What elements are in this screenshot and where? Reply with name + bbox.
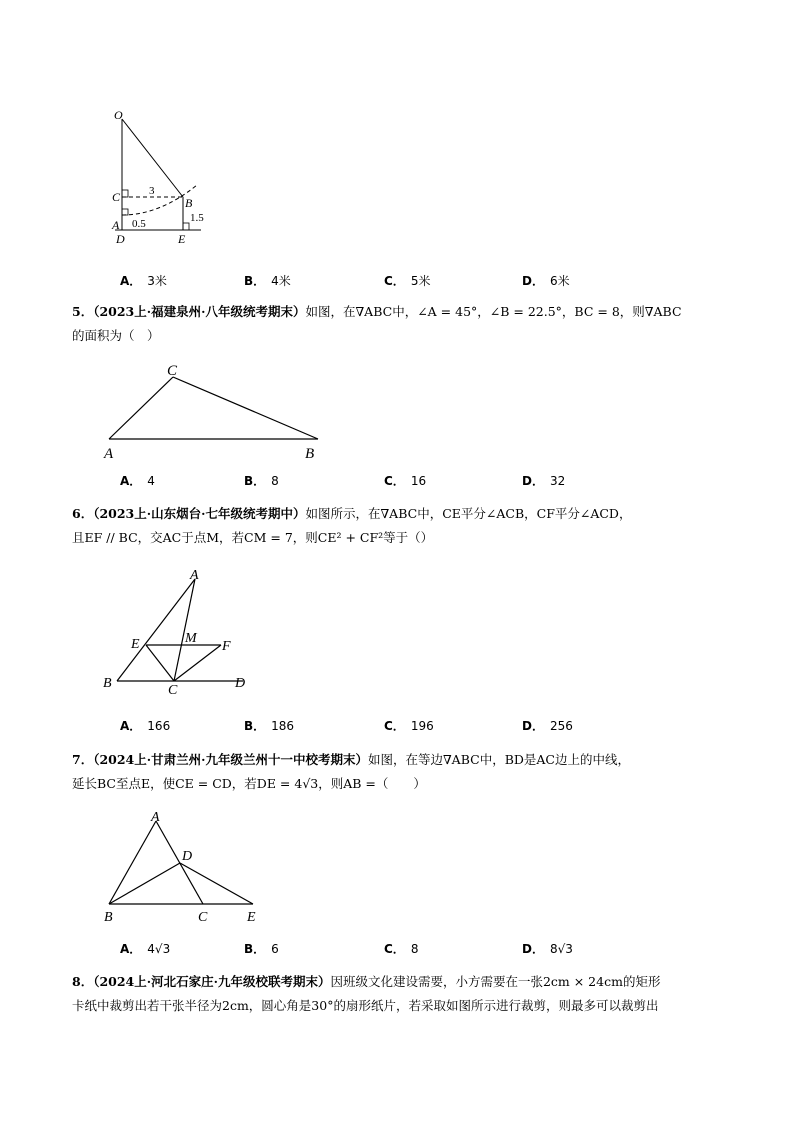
q5-option-c[interactable]: C． 16 <box>384 474 427 488</box>
q5-option-d[interactable]: D． 32 <box>522 474 566 488</box>
q6-options <box>120 717 760 737</box>
q7-option-a[interactable]: A． 4√3 <box>120 942 171 956</box>
q6-label-F: F <box>222 639 231 654</box>
q7-label-C: C <box>198 910 208 925</box>
q4-option-b[interactable]: B． 4米 <box>244 274 291 288</box>
q6-line2: 且EF // BC，交AC于点M，若CM = 7，则CE² + CF²等于（） <box>72 530 434 545</box>
q4-option-d[interactable]: D． 6米 <box>522 274 570 288</box>
q6-option-b[interactable]: B． 186 <box>244 719 295 733</box>
q7-label-D: D <box>182 849 193 864</box>
q6-question <box>72 502 732 550</box>
q5-label-A: A <box>104 446 114 462</box>
q7-label-E: E <box>247 910 256 925</box>
q4-label-B: B <box>185 196 193 210</box>
q6-figure <box>100 565 260 700</box>
q7-option-d[interactable]: D． 8√3 <box>522 942 573 956</box>
q7-label-A: A <box>151 810 160 825</box>
q7-options <box>120 940 760 960</box>
q4-label-A: A <box>112 218 120 232</box>
q6-label-M: M <box>185 631 197 646</box>
q6-label-A: A <box>190 568 199 583</box>
q7-label-B: B <box>104 910 113 925</box>
q8-question <box>72 970 732 1018</box>
q4-label-D: D <box>116 232 125 245</box>
q4-option-a[interactable]: A． 3米 <box>120 274 167 288</box>
q5-options <box>120 472 760 492</box>
q6-option-c[interactable]: C． 196 <box>384 719 434 733</box>
q6-line1: 6．（2023上·山东烟台·七年级统考期中）如图所示，在∇ABC中，CE平分∠ACB，CF平分∠ACD， <box>72 506 632 521</box>
q4-length-15: 1.5 <box>190 212 204 224</box>
q5-line2: 的面积为（ ） <box>72 328 160 343</box>
q8-line1: 8．（2024上·河北石家庄·九年级校联考期末）因班级文化建设需要，小方需要在一张2cm × 24cm的矩形 <box>72 974 661 989</box>
q5-label-B: B <box>305 446 315 462</box>
q7-question <box>72 748 732 796</box>
q4-options <box>120 272 760 292</box>
q4-figure <box>105 105 215 245</box>
q5-question <box>72 300 732 348</box>
q6-option-d[interactable]: D． 256 <box>522 719 573 733</box>
q4-label-O: O <box>114 108 123 122</box>
q6-label-B: B <box>103 676 112 691</box>
q5-option-b[interactable]: B． 8 <box>244 474 279 488</box>
q5-figure <box>100 360 330 465</box>
q5-line1: 5．（2023上·福建泉州·八年级统考期末）如图，在∇ABC中，∠A = 45°，∠B = 22.5°，BC = 8，则∇ABC <box>72 304 682 319</box>
q6-label-D: D <box>235 676 246 691</box>
q6-option-a[interactable]: A． 166 <box>120 719 171 733</box>
q7-line2: 延长BC至点E，使CE = CD，若DE = 4√3，则AB =（ ） <box>72 776 426 791</box>
q7-option-c[interactable]: C． 8 <box>384 942 419 956</box>
q8-line2: 卡纸中裁剪出若干张半径为2cm，圆心角是30°的扇形纸片，若采取如图所示进行裁剪，则最多可以裁剪出 <box>72 998 659 1013</box>
q4-length-3: 3 <box>149 185 155 197</box>
q4-option-c[interactable]: C． 5米 <box>384 274 431 288</box>
q4-label-E: E <box>178 232 186 245</box>
q6-label-C: C <box>168 683 178 698</box>
q6-label-E: E <box>131 637 140 652</box>
q5-label-C: C <box>167 363 178 379</box>
q5-option-a[interactable]: A． 4 <box>120 474 155 488</box>
q4-label-C: C <box>112 190 121 204</box>
q7-option-b[interactable]: B． 6 <box>244 942 279 956</box>
q7-line1: 7．（2024上·甘肃兰州·九年级兰州十一中校考期末）如图，在等边∇ABC中，BD是AC边上的中线， <box>72 752 630 767</box>
q4-length-05: 0.5 <box>132 218 146 230</box>
q7-figure <box>100 805 270 930</box>
